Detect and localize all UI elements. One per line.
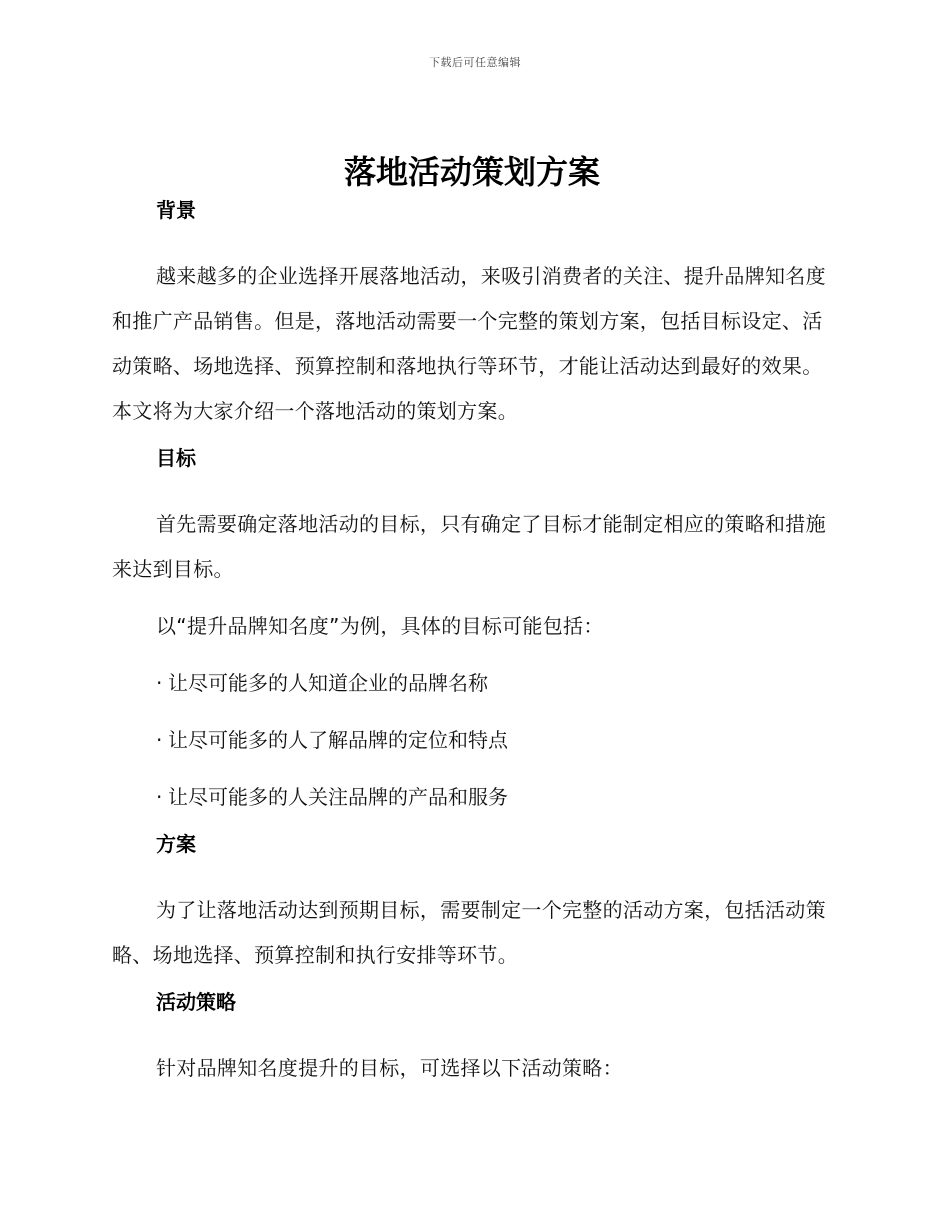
bullet-marker: · bbox=[156, 785, 163, 809]
list-item-text: 让尽可能多的人知道企业的品牌名称 bbox=[168, 671, 488, 695]
goal-paragraph-1: 首先需要确定落地活动的目标，只有确定了目标才能制定相应的策略和措施来达到目标。 bbox=[112, 512, 826, 581]
goal-paragraph-2: 以“提升品牌知名度”为例，具体的目标可能包括： bbox=[156, 614, 604, 638]
strategy-paragraph: 针对品牌知名度提升的目标，可选择以下活动策略： bbox=[156, 1056, 623, 1080]
list-item-text: 让尽可能多的人了解品牌的定位和特点 bbox=[168, 728, 508, 752]
document-title: 落地活动策划方案 bbox=[343, 153, 600, 191]
section-heading-goal: 目标 bbox=[156, 446, 196, 470]
section-heading-background: 背景 bbox=[156, 198, 196, 222]
bullet-marker: · bbox=[156, 728, 163, 752]
bullet-marker: · bbox=[156, 671, 163, 695]
list-item bbox=[112, 661, 832, 706]
list-item-text: 让尽可能多的人关注品牌的产品和服务 bbox=[168, 785, 508, 809]
section-heading-strategy: 活动策略 bbox=[156, 990, 236, 1014]
document-body bbox=[112, 150, 832, 1103]
list-item bbox=[112, 775, 832, 820]
header-note: 下载后可任意编辑 bbox=[429, 56, 521, 69]
section-heading-plan: 方案 bbox=[156, 832, 196, 856]
plan-paragraph: 为了让落地活动达到预期目标，需要制定一个完整的活动方案，包括活动策略、场地选择、预算控制和执行安排等环节。 bbox=[112, 898, 826, 967]
list-item bbox=[112, 718, 832, 763]
background-paragraph: 越来越多的企业选择开展落地活动，来吸引消费者的关注、提升品牌知名度和推广产品销售。但是，落地活动需要一个完整的策划方案，包括目标设定、活动策略、场地选择、预算控制和落地执行等环节，才能让活动达到最好的效果。本文将为大家介绍一个落地活动的策划方案。 bbox=[112, 264, 826, 423]
